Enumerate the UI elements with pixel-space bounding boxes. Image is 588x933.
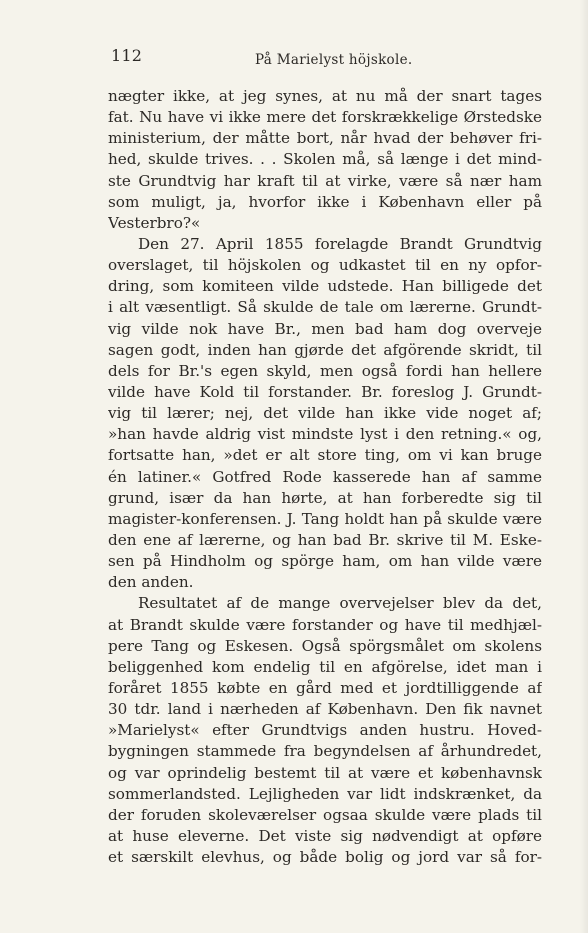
text-line: »han havde aldrig vist mindste lyst i den retning.« og, <box>108 425 542 444</box>
running-title: På Marielyst höjskole. <box>255 52 413 68</box>
text-line: vilde have Kold til forstander. Br. foreslog J. Grundt- <box>108 382 542 401</box>
text-line: 30 tdr. land i nærheden af København. Den fik navnet <box>108 700 542 719</box>
paragraph-start: Den 27. April 1855 forelagde Brandt Grundtvig <box>138 234 542 253</box>
text-line: sagen godt, inden han gjørde det afgörende skridt, til <box>108 340 542 359</box>
text-line: pere Tang og Eskesen. Også spörgsmålet om skolens <box>108 636 542 655</box>
text-line: et særskilt elevhus, og både bolig og jord var så for- <box>108 848 542 867</box>
paragraph-start: Resultatet af de mange overvejelser blev da det, <box>138 594 542 613</box>
page-number: 112 <box>111 46 143 65</box>
text-line: sommerlandsted. Lejligheden var lidt indskrænket, da <box>108 784 542 803</box>
text-line: overslaget, til höjskolen og udkastet til en ny opfor- <box>108 256 542 275</box>
text-line: i alt væsentligt. Så skulde de tale om lærerne. Grundt- <box>108 298 542 317</box>
text-line: fortsatte han, »det er alt store ting, om vi kan bruge <box>108 446 542 465</box>
page-edge-shadow <box>580 0 588 933</box>
text-line: vig vilde nok have Br., men bad ham dog overveje <box>108 319 542 338</box>
text-line: den anden. <box>108 573 194 592</box>
text-line: og var oprindelig bestemt til at være et københavnsk <box>108 763 542 782</box>
text-line: sen på Hindholm og spörge ham, om han vilde være <box>108 552 542 571</box>
text-line: der foruden skoleværelser ogsaa skulde være plads til <box>108 805 542 824</box>
text-line: at Brandt skulde være forstander og have til medhjæl- <box>108 615 542 634</box>
text-line: vig til lærer; nej, det vilde han ikke vide noget af; <box>108 404 542 423</box>
text-line: dring, som komiteen vilde udstede. Han billigede det <box>108 277 542 296</box>
text-line: ste Grundtvig har kraft til at virke, være så nær ham <box>108 171 542 190</box>
text-line: foråret 1855 købte en gård med et jordtilliggende af <box>108 678 542 697</box>
text-line: én latiner.« Gotfred Rode kasserede han af samme <box>108 467 542 486</box>
text-line: den ene af lærerne, og han bad Br. skrive til M. Eske- <box>108 530 542 549</box>
text-line: hed, skulde trives. . . Skolen må, så længe i det mind- <box>108 150 542 169</box>
text-line: at huse eleverne. Det viste sig nødvendigt at opføre <box>108 826 542 845</box>
text-line: som muligt, ja, hvorfor ikke i København eller på <box>108 192 542 211</box>
body-text <box>108 86 542 868</box>
text-line: dels for Br.'s egen skyld, men også fordi han hellere <box>108 361 542 380</box>
text-line: beliggenhed kom endelig til en afgörelse, idet man i <box>108 657 542 676</box>
text-line: »Marielyst« efter Grundtvigs anden hustru. Hoved- <box>108 721 542 740</box>
text-line: magister-konferensen. J. Tang holdt han på skulde være <box>108 509 542 528</box>
text-line: bygningen stammede fra begyndelsen af århundredet, <box>108 742 542 761</box>
text-line: grund, især da han hørte, at han forberedte sig til <box>108 488 542 507</box>
text-line: nægter ikke, at jeg synes, at nu må der snart tages <box>108 87 542 105</box>
text-line: Vesterbro?« <box>108 213 201 232</box>
page-header <box>107 46 547 70</box>
text-line: fat. Nu have vi ikke mere det forskrækkelige Ørstedske <box>108 108 542 127</box>
text-line: ministerium, der måtte bort, når hvad der behøver fri- <box>108 129 542 148</box>
